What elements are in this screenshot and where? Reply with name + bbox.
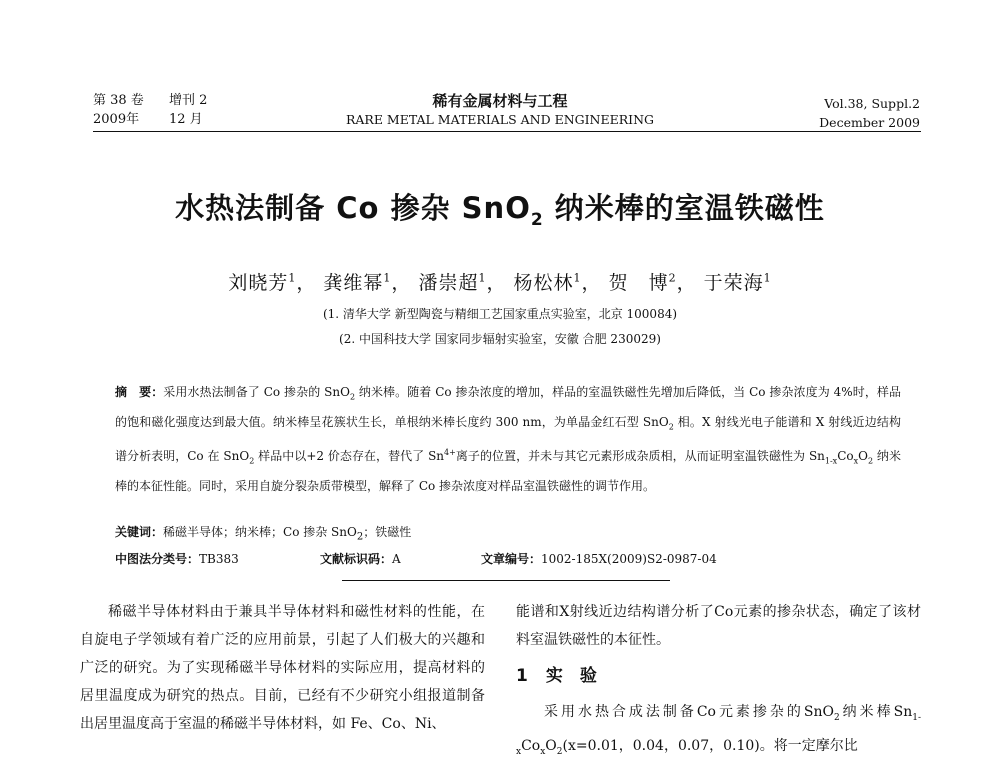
author: 刘晓芳$^1$ [228, 271, 297, 294]
volume-cn: 第 38 卷 [93, 93, 144, 108]
journal-name-en: RARE METAL MATERIALS AND ENGINEERING [345, 112, 655, 127]
experiment-paragraph: 采用水热合成法制备Co元素掺杂的SnO$_2$纳米棒$Sn_{1-x}Co_xO_2(x=0.01$，0.04，0.07，0.10)。将一定摩尔比 [516, 704, 922, 757]
year-cn: 2009年 [93, 112, 140, 127]
journal-name-cn: 稀有金属材料与工程 [432, 92, 568, 110]
author: 潘崇超$^1$ [418, 271, 487, 294]
clc-number: 中图法分类号：TB383 [115, 552, 239, 566]
affiliation-1: (1. 清华大学 新型陶瓷与精细工艺国家重点实验室，北京 100084) [322, 307, 678, 321]
abstract-rule [342, 580, 670, 581]
author: 杨松林$^1$ [513, 271, 582, 294]
keywords: 关键词：稀磁半导体；纳米棒；Co 掺杂 SnO$_2$；铁磁性 [115, 525, 412, 543]
body-column-left [80, 598, 485, 738]
keywords-label: 关键词： [115, 525, 164, 539]
intro-paragraph-cont: 能谱和X射线近边结构谱分析了Co元素的掺杂状态，确定了该材料室温铁磁性的本征性。 [516, 604, 921, 648]
document-code: 文献标识码：A [320, 552, 401, 566]
abstract-label: 摘 要： [115, 385, 164, 399]
article-number: 文章编号：1002-185X(2009)S2-0987-04 [481, 552, 717, 566]
author: 于荣海$^1$ [703, 271, 772, 294]
author: 龚维幂$^1$ [323, 271, 392, 294]
intro-paragraph: 稀磁半导体材料由于兼具半导体材料和磁性材料的性能，在自旋电子学领域有着广泛的应用前景，引起了人们极大的兴趣和广泛的研究。为了实现稀磁半导体材料的实际应用，提高材料的居里温度成为研究的热点。目前，已经有不少研究小组报道制备出居里温度高于室温的稀磁半导体材料，如 Fe、Co、Ni、 [80, 604, 485, 732]
section-title: 实 验 [545, 666, 597, 686]
body-column-right [516, 598, 921, 766]
issue-cn: 增刊 2 [169, 93, 208, 108]
date-en: December 2009 [819, 115, 920, 130]
running-header-right [819, 94, 920, 132]
paper-title: 水热法制备 Co 掺杂 SnO$_2$ 纳米棒的室温铁磁性 [175, 191, 825, 230]
affiliation-2: (2. 中国科技大学 国家同步辐射实验室，安徽 合肥 230029) [339, 332, 661, 346]
author: 贺 博$^2$ [608, 271, 677, 294]
month-cn: 12 月 [169, 112, 203, 127]
volume-en: Vol.38, Suppl.2 [824, 96, 920, 111]
author-list: 刘晓芳$^1$， 龚维幂$^1$， 潘崇超$^1$， 杨松林$^1$， 贺 博$^2$， 于荣海$^1$ [228, 271, 772, 294]
abstract: 摘 要：采用水热法制备了 Co 掺杂的 SnO$_2$ 纳米棒。随着 Co 掺杂浓度的增加，样品的室温铁磁性先增加后降低，当 Co 掺杂浓度为 4%时，样品的饱和磁化强度达到最大值。纳米棒呈花簇状生长，单根纳米棒长度约 300 nm，为单晶金红石型 SnO$_2$ 相。X 射线光电子能谱和 X 射线近边结构谱分析表明，Co 在 SnO$_2$ 样品中以+2 价态存在，替代了 $Sn^{4+}$离子的位置，并未与其它元素形成杂质相，从而证明室温铁磁性为 $Sn_{1-x}Co_xO_2$ 纳米棒的本征性能。同时，采用自旋分裂杂质带模型，解释了 Co 掺杂浓度对样品室温铁磁性的调节作用。 [115, 385, 901, 493]
section-heading [516, 658, 921, 694]
section-number: 1 [516, 666, 528, 686]
header-rule [93, 131, 921, 132]
